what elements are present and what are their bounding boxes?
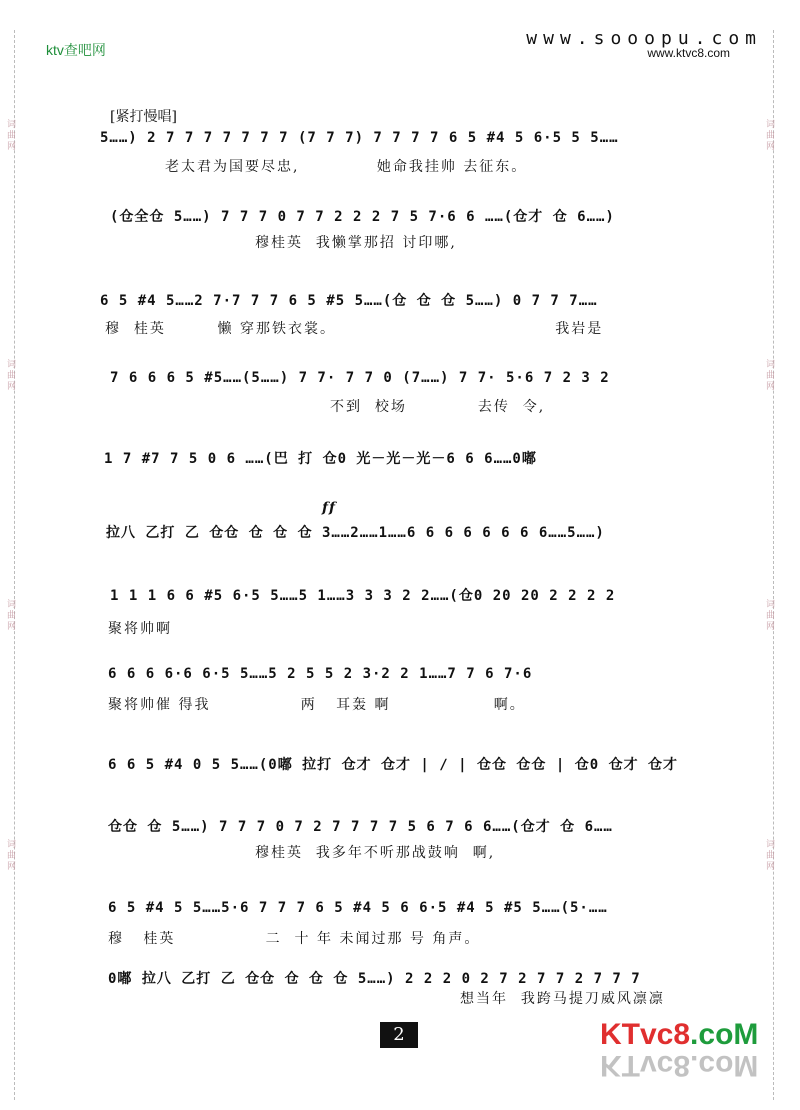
notation-line-4: 7 6 6 6 5 #5……(5……) 7 7· 7 7 0 (7……) 7 7· 5·6 7 2 3 2 [110,370,610,386]
site-watermark-left: ktv查吧网 [46,42,106,58]
side-watermark: 词曲网 [766,120,776,152]
lyric-line-8: 聚将帅催 得我 两 耳轰 啊 啊。 [108,697,526,713]
left-border [7,30,27,1100]
side-watermark: 词曲网 [7,840,17,872]
notation-line-1: 5……) 2 7 7 7 7 7 7 7 (7 7 7) 7 7 7 7 6 5 #4 5 6·5 5 5…… [100,130,619,146]
notation-line-12: 0嘟 拉八 乙打 乙 仓仓 仓 仓 仓 5……) 2 2 2 0 2 7 2 7 7 2 7 7 7 [108,971,641,987]
notation-line-9: 6 6 5 #4 0 5 5……(0嘟 拉打 仓才 仓才 | ∕ | 仓仓 仓仓 | 仓0 仓才 仓才 [108,757,679,773]
lyric-line-1: 老太君为国要尽忠, 她命我挂帅 去征东。 [165,159,528,175]
site-url-bottom: www.ktvc8.com [647,46,730,60]
logo-reflection: KTvc8.coM [600,1049,759,1082]
side-watermark: 词曲网 [7,360,17,392]
logo-part-1: KTvc8 [600,1018,691,1051]
side-watermark: 词曲网 [7,600,17,632]
lyric-line-10: 穆桂英 我多年不听那战鼓响 啊, [255,845,496,861]
lyric-line-4: 不到 校场 去传 令, [330,399,546,415]
page-number: 2 [380,1022,418,1048]
notation-line-11: 6 5 #4 5 5……5·6 7 7 7 6 5 #4 5 6 6·5 #4 5 #5 5……(5·…… [108,900,608,916]
side-watermark: 词曲网 [7,120,17,152]
right-border [766,30,786,1100]
lyric-line-3: 穆 桂英 懒 穿那铁衣裳。 我岩是 [105,321,604,337]
notation-line-5: 1 7 #7 7 5 0 6 ……(巴 打 仓0 光－光－光－6 6 6……0嘟 [104,451,537,467]
side-watermark: 词曲网 [766,840,776,872]
tempo-tag: [紧打慢唱] [110,109,177,125]
dynamic-marking: ff [322,500,337,516]
notation-line-6: 拉八 乙打 乙 仓仓 仓 仓 仓 3……2……1……6 6 6 6 6 6 6 6……5……) [106,525,605,541]
site-logo [600,1018,758,1052]
notation-line-7: 1 1 1 6 6 #5 6·5 5……5 1……3 3 3 2 2……(仓0 20 20 2 2 2 2 [110,588,616,604]
lyric-line-2: 穆桂英 我懒掌那招 讨印哪, [255,235,457,251]
side-watermark: 词曲网 [766,360,776,392]
lyric-line-7: 聚将帅啊 [108,621,172,637]
notation-line-3: 6 5 #4 5……2 7·7 7 7 6 5 #5 5……(仓 仓 仓 5……) 0 7 7 7…… [100,293,598,309]
notation-line-8: 6 6 6 6·6 6·5 5……5 2 5 5 2 3·2 2 1……7 7 6 7·6 [108,666,533,682]
site-url-top: www.sooopu.com [526,28,762,49]
notation-line-10: 仓仓 仓 5……) 7 7 7 0 7 2 7 7 7 7 5 6 7 6 6……(仓才 仓 6…… [108,819,613,835]
side-watermark: 词曲网 [766,600,776,632]
notation-line-2: (仓全仓 5……) 7 7 7 0 7 7 2 2 2 7 5 7·6 6 ……(仓才 仓 6……) [110,209,615,225]
logo-part-2: .coM [690,1018,759,1051]
lyric-line-12: 想当年 我跨马提刀威风凛凛 [460,991,665,1007]
lyric-line-11: 穆 桂英 二 十 年 未闻过那 号 角声。 [108,931,481,947]
